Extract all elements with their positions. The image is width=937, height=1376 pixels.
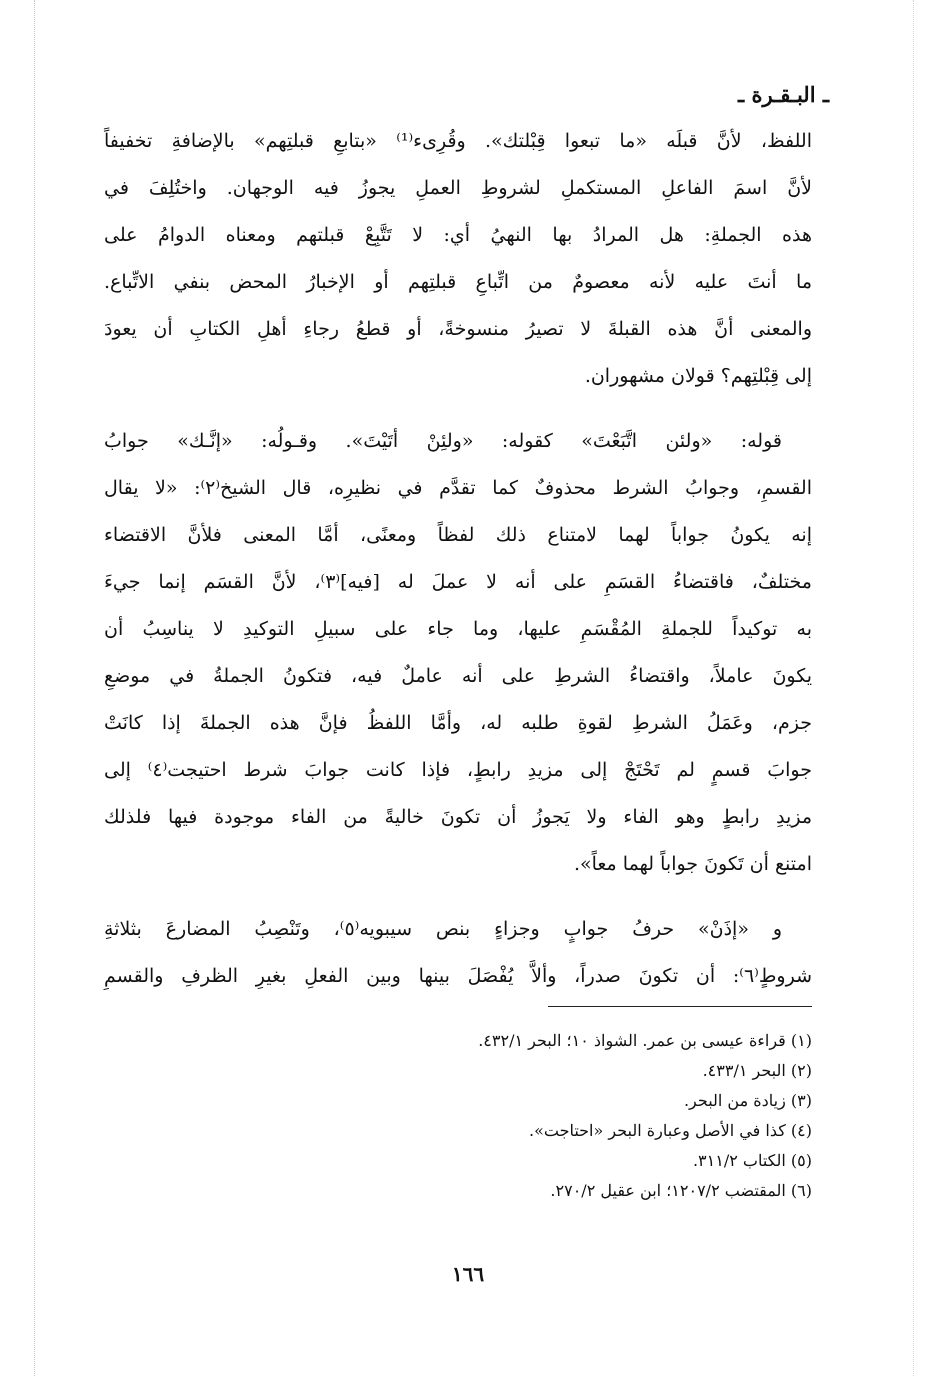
footnote: (٢) البحر ٤٣٣/١. (702, 1061, 812, 1080)
scan-edge-right (913, 0, 914, 1376)
scan-edge-left (34, 0, 35, 1376)
text-line: قوله: «ولئن اتَّبَعْتَ» كقوله: «ولئِنْ أتَيْتَ». وقـولُه: «إنَّـك» جوابُ (104, 430, 782, 452)
footnote: (٥) الكتاب ٣١١/٢. (692, 1151, 812, 1170)
text-line: شروطٍ⁽٦⁾: أن تكونَ صدراً، وألاَّ يُفْصَلَ بينها وبين الفعلِ بغيرِ الظرفِ والقسمِ (104, 965, 812, 987)
text-line: جوابَ قسمٍ لم تَحْتَجْ إلى مزيدِ رابطٍ، فإذا كانت جوابَ شرط احتيجت⁽٤⁾ إلى (104, 759, 812, 781)
text-line: إلى قِبْلتِهم؟ قولان مشهوران. (584, 365, 812, 387)
text-line: اللفظ، لأنَّ قبلَه «ما تبعوا قِبْلتك». وقُرِىء⁽¹⁾ «بتابعِ قبلتِهم» بالإضافةِ تخفيفاً (104, 130, 812, 152)
paragraph-gap (104, 888, 812, 906)
text-line: لأنَّ اسمَ الفاعلِ المستكملِ لشروطِ العملِ يجوزُ فيه الوجهان. واختُلِفَ في (104, 177, 812, 199)
paragraph-3 (104, 906, 812, 1000)
text-line: هذه الجملةِ: هل المرادُ بها النهيُ أي: لا تَتَّبِعْ قبلتهم ومعناه الدوامُ على (104, 224, 812, 246)
text-line: ما أنتَ عليه لأنه معصومٌ من اتِّباعِ قبلتِهم أو الإخبارُ المحض بنفي الاتِّباع. (104, 271, 812, 293)
paragraph-2 (104, 418, 812, 888)
text-line: القسمِ، وجوابُ الشرط محذوفٌ كما تقدَّم في نظيرِه، قال الشيخ⁽٢⁾: «لا يقال (104, 477, 812, 499)
paragraph-gap (104, 400, 812, 418)
body-text (104, 118, 812, 1000)
paragraph-1 (104, 118, 812, 400)
text-line: و «إذَنْ» حرفُ جوابٍ وجزاءٍ بنص سيبويه⁽٥⁾، وتَنْصِبُ المضارعَ بثلاثةِ (104, 918, 782, 940)
text-line: يكونَ عاملاً، واقتضاءُ الشرطِ على أنه عاملٌ فيه، فتكونُ الجملةُ في موضعِ (104, 665, 812, 687)
footnotes (300, 1026, 812, 1206)
running-head: ـ البـقـرة ـ (737, 82, 829, 107)
page-number: ١٦٦ (451, 1262, 485, 1286)
text-line: جزم، وعَمَلُ الشرطِ لقوةِ طلبه له، وأمَّا اللفظُ فإنَّ هذه الجملةَ إذا كانَتْ (104, 712, 812, 734)
footnote: (٤) كذا في الأصل وعبارة البحر «احتاجت». (528, 1121, 812, 1140)
text-line: مزيدِ رابطٍ وهو الفاء ولا يَجوزُ أن تكونَ خاليةً من الفاء موجودة فيها فلذلك (104, 806, 812, 828)
text-line: امتنع أن تَكونَ جواباً لهما معاً». (573, 853, 812, 875)
text-line: إنه يكونُ جواباً لهما لامتناع ذلك لفظاً ومعنًى، أمَّا المعنى فلأنَّ الاقتضاء (104, 524, 812, 546)
footnote: (٣) زيادة من البحر. (683, 1091, 812, 1110)
text-line: والمعنى أنَّ هذه القبلةَ لا تصيرُ منسوخةً، أو قطعُ رجاءِ أهلِ الكتابِ أن يعودَ (104, 318, 812, 340)
footnote: (١) قراءة عيسى بن عمر. الشواذ ١٠؛ البحر ٤٣٢/١. (478, 1031, 812, 1050)
footnote: (٦) المقتضب ١٢٠٧/٢؛ ابن عقيل ٢٧٠/٢. (550, 1181, 812, 1200)
text-line: مختلفٌ، فاقتضاءُ القسَمِ على أنه لا عملَ له [فيه]⁽٣⁾، لأنَّ القسَم إنما جيءَ (104, 571, 812, 593)
footnote-separator (548, 1006, 812, 1007)
text-line: به توكيداً للجملةِ المُقْسَمِ عليها، وما جاء على سبيلِ التوكيدِ لا يناسِبُ أن (104, 618, 812, 640)
